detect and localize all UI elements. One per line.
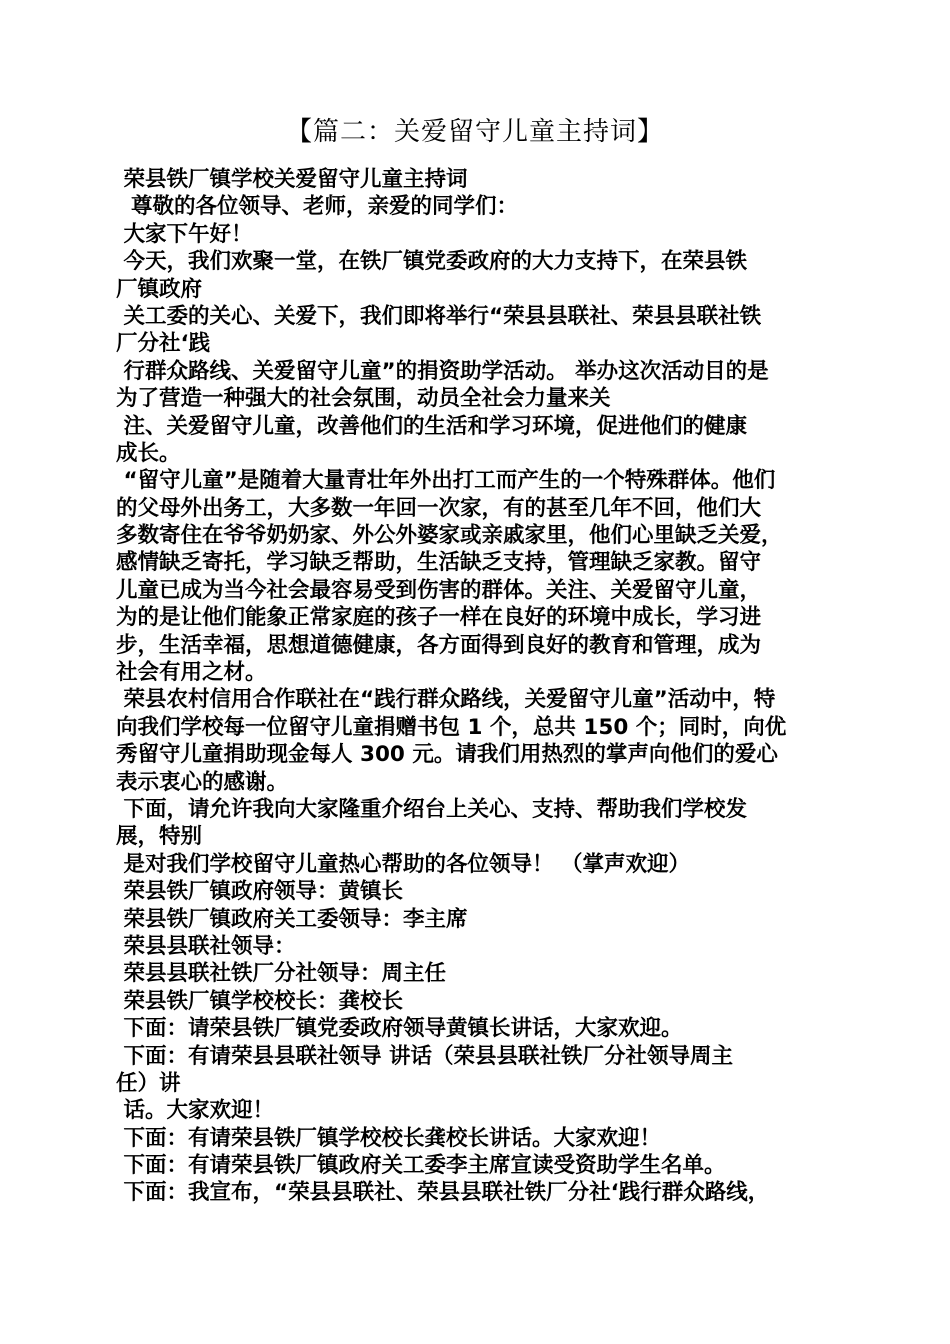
text-line: 厂分社‘践	[116, 331, 211, 357]
text-line: 下面：我宣布，“荣县县联社、荣县县联社铁厂分社‘践行群众路线，	[116, 1180, 770, 1206]
document-title: 【篇二：关爱留守儿童主持词】	[285, 117, 664, 147]
text-line: 荣县县联社领导：	[116, 933, 296, 959]
text-line: 荣县县联社铁厂分社领导：周主任	[116, 961, 446, 987]
text-line: 表示衷心的感谢。	[116, 769, 289, 795]
text-line: “留守儿童”是随着大量青壮年外出打工而产生的一个特殊群体。他们	[116, 468, 776, 494]
text-line: 注、关爱留守儿童，改善他们的生活和学习环境，促进他们的健康	[116, 413, 747, 439]
text-line: 为的是让他们能象正常家庭的孩子一样在良好的环境中成长，学习进	[116, 605, 762, 631]
text-line: 步，生活幸福，思想道德健康，各方面得到良好的教育和管理，成为	[116, 632, 762, 658]
text-line: 荣县农村信用合作联社在“践行群众路线，关爱留守儿童”活动中，特	[116, 687, 776, 713]
text-line: 今天，我们欢聚一堂，在铁厂镇党委政府的大力支持下，在荣县铁	[116, 249, 747, 275]
text-line: 关工委的关心、关爱下，我们即将举行“荣县县联社、荣县县联社铁	[116, 303, 762, 329]
text-line: 成长。	[116, 440, 181, 466]
text-line: 尊敬的各位领导、老师，亲爱的同学们：	[116, 194, 518, 220]
text-line: 荣县铁厂镇学校校长：龚校长	[116, 988, 403, 1014]
text-line: 下面：请荣县铁厂镇党委政府领导黄镇长讲话，大家欢迎。	[116, 1016, 683, 1042]
text-line: 荣县铁厂镇政府关工委领导：李主席	[116, 906, 468, 932]
text-line: 下面：有请荣县县联社领导 讲话（荣县县联社铁厂分社领导周主	[116, 1043, 733, 1069]
text-line: 感情缺乏寄托，学习缺乏帮助，生活缺乏支持，管理缺乏家教。留守	[116, 550, 762, 576]
document-body	[116, 166, 846, 1207]
text-line: 大家下午好！	[116, 221, 253, 247]
text-line: 荣县铁厂镇政府领导：黄镇长	[116, 879, 403, 905]
text-line: 荣县铁厂镇学校关爱留守儿童主持词	[116, 167, 468, 192]
text-line: 行群众路线、关爱留守儿童”的捐资助学活动。 举办这次活动目的是	[116, 358, 769, 384]
text-line: 任）讲	[116, 1070, 181, 1096]
text-line: 下面：有请荣县铁厂镇政府关工委李主席宣读受资助学生名单。	[116, 1153, 726, 1179]
text-line: 为了营造一种强大的社会氛围，动员全社会力量来关	[116, 386, 611, 412]
text-line: 是对我们学校留守儿童热心帮助的各位领导！ （掌声欢迎）	[116, 851, 690, 877]
text-line: 多数寄住在爷爷奶奶家、外公外婆家或亲戚家里，他们心里缺乏关爱，	[116, 523, 783, 549]
text-line: 秀留守儿童捐助现金每人 300 元。请我们用热烈的掌声向他们的爱心	[116, 742, 778, 768]
text-line: 儿童已成为当今社会最容易受到伤害的群体。关注、关爱留守儿童，	[116, 577, 762, 603]
text-line: 向我们学校每一位留守儿童捐赠书包 1 个，总共 150 个；同时，向优	[116, 714, 787, 740]
text-line: 厂镇政府	[116, 276, 203, 302]
text-line: 话。大家欢迎！	[116, 1098, 274, 1124]
text-line: 展，特别	[116, 824, 203, 850]
text-line: 的父母外出务工，大多数一年回一次家，有的甚至几年不回，他们大	[116, 495, 762, 521]
text-line: 社会有用之材。	[116, 660, 267, 686]
text-line: 下面：有请荣县铁厂镇学校校长龚校长讲话。大家欢迎！	[116, 1125, 661, 1151]
text-line: 下面，请允许我向大家隆重介绍台上关心、支持、帮助我们学校发	[116, 796, 747, 822]
